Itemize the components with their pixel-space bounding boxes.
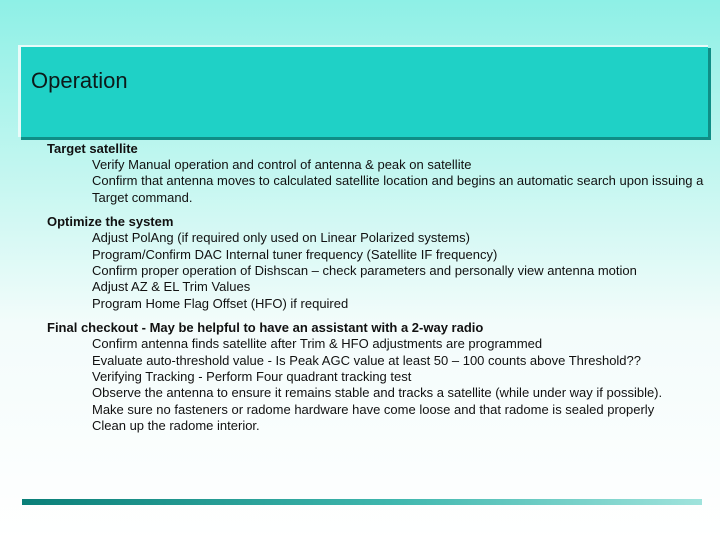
list-item: Program/Confirm DAC Internal tuner frequency (Satellite IF frequency)	[92, 246, 498, 262]
list-item: Clean up the radome interior.	[92, 418, 260, 434]
title-banner	[18, 45, 708, 137]
section-heading: Final checkout - May be helpful to have an assistant with a 2-way radio	[47, 320, 484, 336]
list-item: Confirm proper operation of Dishscan – check parameters and personally view antenna motion	[92, 263, 637, 279]
list-item: Confirm antenna finds satellite after Trim & HFO adjustments are programmed	[92, 336, 543, 352]
section-optimize-system	[47, 214, 707, 312]
list-item: Adjust AZ & EL Trim Values	[92, 279, 251, 295]
list-item: Observe the antenna to ensure it remains stable and tracks a satellite (while under way if possible).	[92, 385, 663, 401]
list-item: Verifying Tracking - Perform Four quadrant tracking test	[92, 369, 412, 385]
bottom-divider	[22, 499, 702, 505]
list-item: Program Home Flag Offset (HFO) if required	[92, 295, 349, 311]
page-title: Operation	[31, 68, 128, 93]
slide-content	[47, 141, 707, 443]
section-heading: Target satellite	[47, 141, 138, 156]
list-item: Make sure no fasteners or radome hardware have come loose and that radome is sealed properly	[92, 401, 655, 417]
list-item: Evaluate auto-threshold value - Is Peak AGC value at least 50 – 100 counts above Threshold??	[92, 352, 641, 368]
section-heading: Optimize the system	[47, 214, 174, 230]
section-target-satellite	[47, 141, 707, 206]
list-item: Adjust PolAng (if required only used on Linear Polarized systems)	[92, 230, 470, 246]
list-item: Confirm that antenna moves to calculated satellite location and begins an automatic search upon issuing a Target command.	[92, 173, 704, 205]
section-final-checkout	[47, 320, 707, 434]
list-item: Verify Manual operation and control of antenna & peak on satellite	[92, 157, 472, 172]
